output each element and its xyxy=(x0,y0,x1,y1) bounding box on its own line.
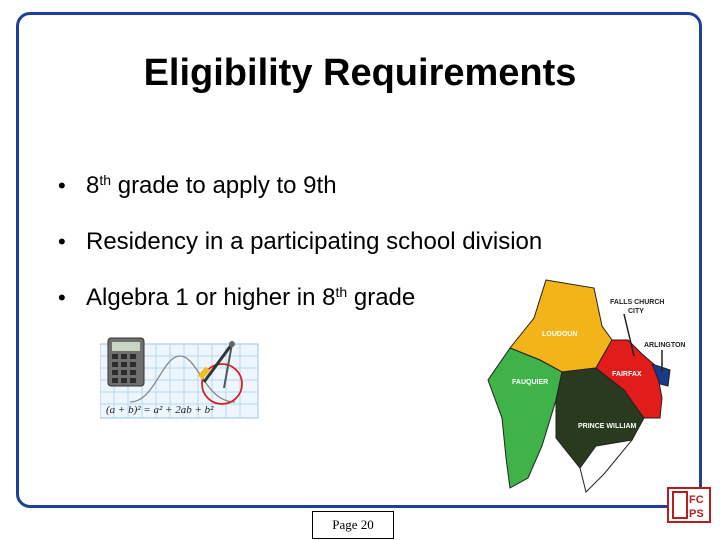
bullet-list xyxy=(58,168,542,336)
bullet-superscript: th xyxy=(335,284,348,300)
fcps-logo xyxy=(667,487,711,523)
county-map-image xyxy=(484,278,696,500)
map-label-arlington: ARLINGTON xyxy=(644,342,686,349)
map-label-falls-church: FALLS CHURCH xyxy=(610,299,665,306)
map-region-fauquier xyxy=(488,348,562,488)
map-label-prince-william: PRINCE WILLIAM xyxy=(578,423,637,430)
map-label-fauquier: FAUQUIER xyxy=(512,379,549,386)
bullet-item xyxy=(58,168,542,224)
map-label-falls-church-city: CITY xyxy=(628,308,644,315)
bullet-text-rest: grade xyxy=(347,284,416,311)
bullet-item xyxy=(58,280,542,336)
map-label-loudoun: LOUDOUN xyxy=(542,331,578,338)
bullet-text: Algebra 1 or higher in 8 xyxy=(86,284,336,311)
logo-text-bottom: PS xyxy=(689,508,704,520)
math-clipart-image xyxy=(100,336,260,420)
bullet-text-rest: grade to apply to 9th xyxy=(111,172,337,199)
math-formula: (a + b)² = a² + 2ab + b² xyxy=(106,404,214,416)
map-label-fairfax: FAIRFAX xyxy=(612,371,642,378)
bullet-item xyxy=(58,224,542,280)
logo-text-top: FC xyxy=(689,494,704,506)
calculator-icon xyxy=(108,338,144,386)
page-number: Page 20 xyxy=(312,511,394,539)
slide-title: Eligibility Requirements xyxy=(143,52,577,94)
bullet-text: Residency in a participating school division xyxy=(86,228,543,255)
bullet-text: 8 xyxy=(86,172,100,199)
bullet-superscript: th xyxy=(99,172,112,188)
